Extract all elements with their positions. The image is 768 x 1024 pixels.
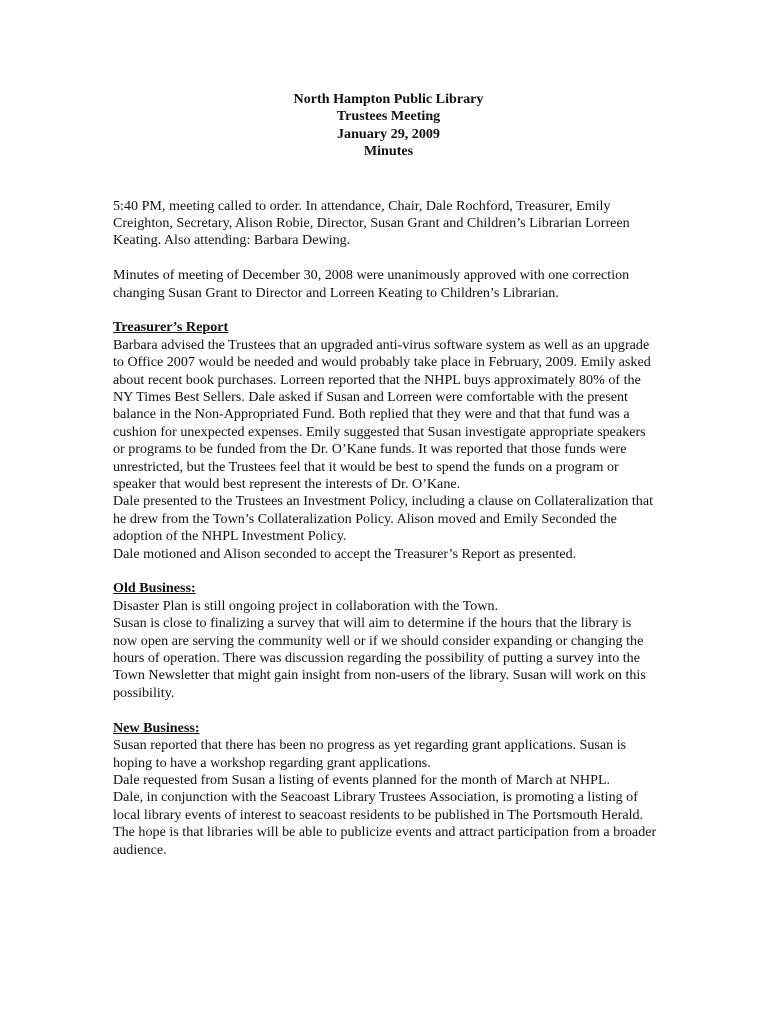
new-business-heading: New Business: [113,719,200,736]
treasurer-report-paragraph: Barbara advised the Trustees that an upgraded anti-virus software system as well as an upgrade to Office 2007 would be needed and would probably take place in February, 2009. Emily asked about recent book purchases. Lorreen reported that the NHPL buys approximately 80% of the NY Times Best Sellers. Dale asked if Susan and Lorreen were comfortable with the present balance in the Non-Appropriated Fund. Both replied that they were and that that fund was a cushion for unexpected expenses. Emily suggested that Susan investigate appropriate speakers or programs to be funded from the Dr. O’Kane funds. It was reported that those funds were unrestricted, but the Trustees feel that it would be best to spend the funds on a program or speaker that would best represent the interests of Dr. O’Kane. [113,336,651,493]
treasurer-report-section [113,319,658,563]
document-header [113,91,658,161]
old-business-heading: Old Business: [113,580,196,597]
attendance-paragraph: 5:40 PM, meeting called to order. In attendance, Chair, Dale Rochford, Treasurer, Emily Creighton, Secretary, Alison Robie, Director, Susan Grant and Children’s Librarian Lorreen Keating. Also attending: Barbara Dewing. [113,197,630,249]
investment-policy-paragraph: Dale presented to the Trustees an Investment Policy, including a clause on Collateralization that he drew from the Town’s Collateralization Policy. Alison moved and Emily Seconded the adoption of the NHPL Investment Policy. [113,493,653,545]
minutes-document [113,91,658,876]
document-type: Minutes [363,143,414,160]
survey-paragraph: Susan is close to finalizing a survey that will aim to determine if the hours that the library is now open are serving the community well or if we should consider expanding or changing the hours of operation. There was discussion regarding the possibility of putting a survey into the Town Newsletter that might gain insight from non-users of the library. Susan will work on this possibility. [113,615,646,701]
seacoast-events-paragraph: Dale, in conjunction with the Seacoast Library Trustees Association, is promoting a listing of local library events of interest to seacoast residents to be published in The Portsmouth Herald. The hope is that libraries will be able to publicize events and attract participation from a broader audience. [113,789,657,858]
new-business-section [113,720,658,859]
grant-applications-paragraph: Susan reported that there has been no progress as yet regarding grant applications. Susan is hoping to have a workshop regarding grant applications. [113,737,627,771]
treasurer-report-heading: Treasurer’s Report [113,319,229,336]
old-business-section [113,580,658,702]
library-name: North Hampton Public Library [293,91,484,107]
meeting-name: Trustees Meeting [336,108,441,125]
march-events-paragraph: Dale requested from Susan a listing of events planned for the month of March at NHPL. [113,771,611,788]
meeting-date: January 29, 2009 [337,125,440,142]
treasurer-report-motion: Dale motioned and Alison seconded to accept the Treasurer’s Report as presented. [113,545,577,562]
minutes-approval-paragraph: Minutes of meeting of December 30, 2008 were unanimously approved with one correction changing Susan Grant to Director and Lorreen Keating to Children’s Librarian. [113,267,630,301]
disaster-plan-paragraph: Disaster Plan is still ongoing project in collaboration with the Town. [113,597,499,614]
